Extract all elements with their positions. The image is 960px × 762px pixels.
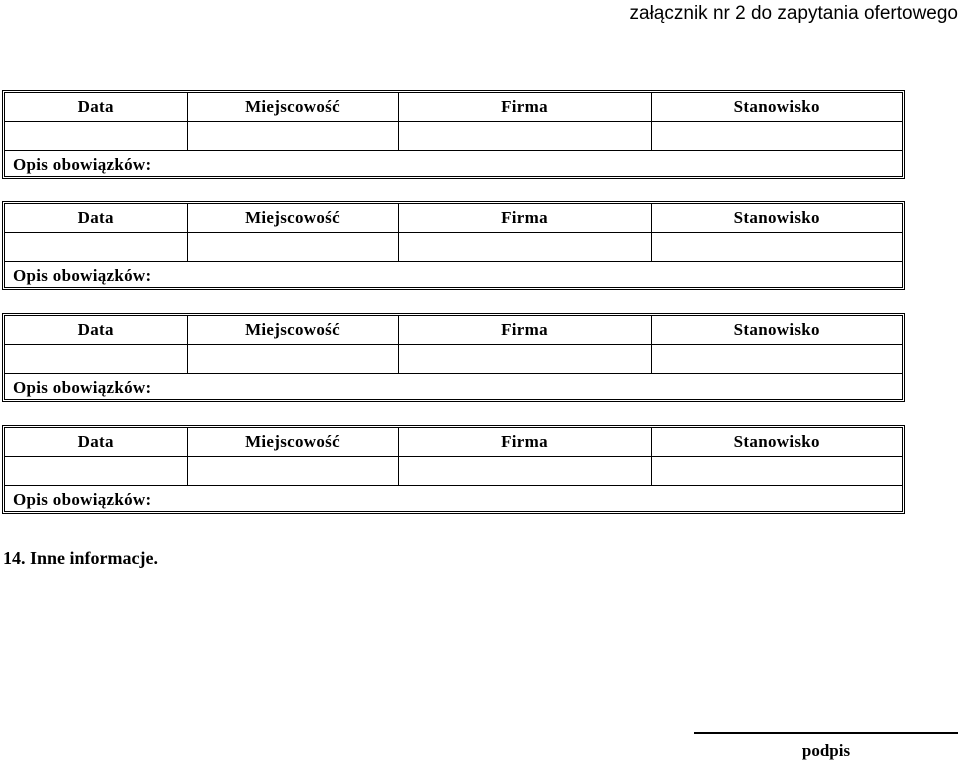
header-miejscowosc: Miejscowość xyxy=(187,316,398,345)
header-stanowisko: Stanowisko xyxy=(651,428,902,457)
header-data: Data xyxy=(5,204,187,233)
header-miejscowosc: Miejscowość xyxy=(187,204,398,233)
employment-table xyxy=(5,204,902,289)
employment-entry-1 xyxy=(2,90,905,179)
miejscowosc-cell[interactable] xyxy=(187,457,398,486)
input-row xyxy=(5,122,902,151)
data-cell[interactable] xyxy=(5,345,187,374)
employment-table xyxy=(5,316,902,401)
employment-table xyxy=(5,93,902,178)
header-miejscowosc: Miejscowość xyxy=(187,428,398,457)
header-stanowisko: Stanowisko xyxy=(651,93,902,122)
data-cell[interactable] xyxy=(5,233,187,262)
stanowisko-cell[interactable] xyxy=(651,345,902,374)
header-data: Data xyxy=(5,316,187,345)
header-stanowisko: Stanowisko xyxy=(651,316,902,345)
stanowisko-cell[interactable] xyxy=(651,233,902,262)
header-miejscowosc: Miejscowość xyxy=(187,93,398,122)
opis-row xyxy=(5,486,902,514)
header-firma: Firma xyxy=(398,428,651,457)
header-stanowisko: Stanowisko xyxy=(651,204,902,233)
employment-entry-4 xyxy=(2,425,905,514)
input-row xyxy=(5,233,902,262)
stanowisko-cell[interactable] xyxy=(651,122,902,151)
firma-cell[interactable] xyxy=(398,122,651,151)
employment-entry-2 xyxy=(2,201,905,290)
input-row xyxy=(5,345,902,374)
employment-entry-3 xyxy=(2,313,905,402)
stanowisko-cell[interactable] xyxy=(651,457,902,486)
opis-label: Opis obowiązków: xyxy=(5,262,902,290)
data-cell[interactable] xyxy=(5,122,187,151)
header-firma: Firma xyxy=(398,93,651,122)
employment-table xyxy=(5,428,902,513)
header-firma: Firma xyxy=(398,316,651,345)
header-row xyxy=(5,93,902,122)
header-firma: Firma xyxy=(398,204,651,233)
miejscowosc-cell[interactable] xyxy=(187,345,398,374)
opis-label: Opis obowiązków: xyxy=(5,151,902,179)
miejscowosc-cell[interactable] xyxy=(187,122,398,151)
opis-label: Opis obowiązków: xyxy=(5,374,902,402)
header-row xyxy=(5,428,902,457)
opis-row xyxy=(5,374,902,402)
firma-cell[interactable] xyxy=(398,457,651,486)
signature-label: podpis xyxy=(801,741,851,760)
firma-cell[interactable] xyxy=(398,345,651,374)
signature-line[interactable] xyxy=(694,732,958,734)
header-row xyxy=(5,204,902,233)
opis-row xyxy=(5,262,902,290)
section-title: 14. Inne informacje. xyxy=(3,548,158,568)
header-data: Data xyxy=(5,93,187,122)
data-cell[interactable] xyxy=(5,457,187,486)
input-row xyxy=(5,457,902,486)
opis-label: Opis obowiązków: xyxy=(5,486,902,514)
opis-row xyxy=(5,151,902,179)
header-data: Data xyxy=(5,428,187,457)
header-row xyxy=(5,316,902,345)
attachment-note: załącznik nr 2 do zapytania ofertowego xyxy=(629,3,958,24)
miejscowosc-cell[interactable] xyxy=(187,233,398,262)
firma-cell[interactable] xyxy=(398,233,651,262)
